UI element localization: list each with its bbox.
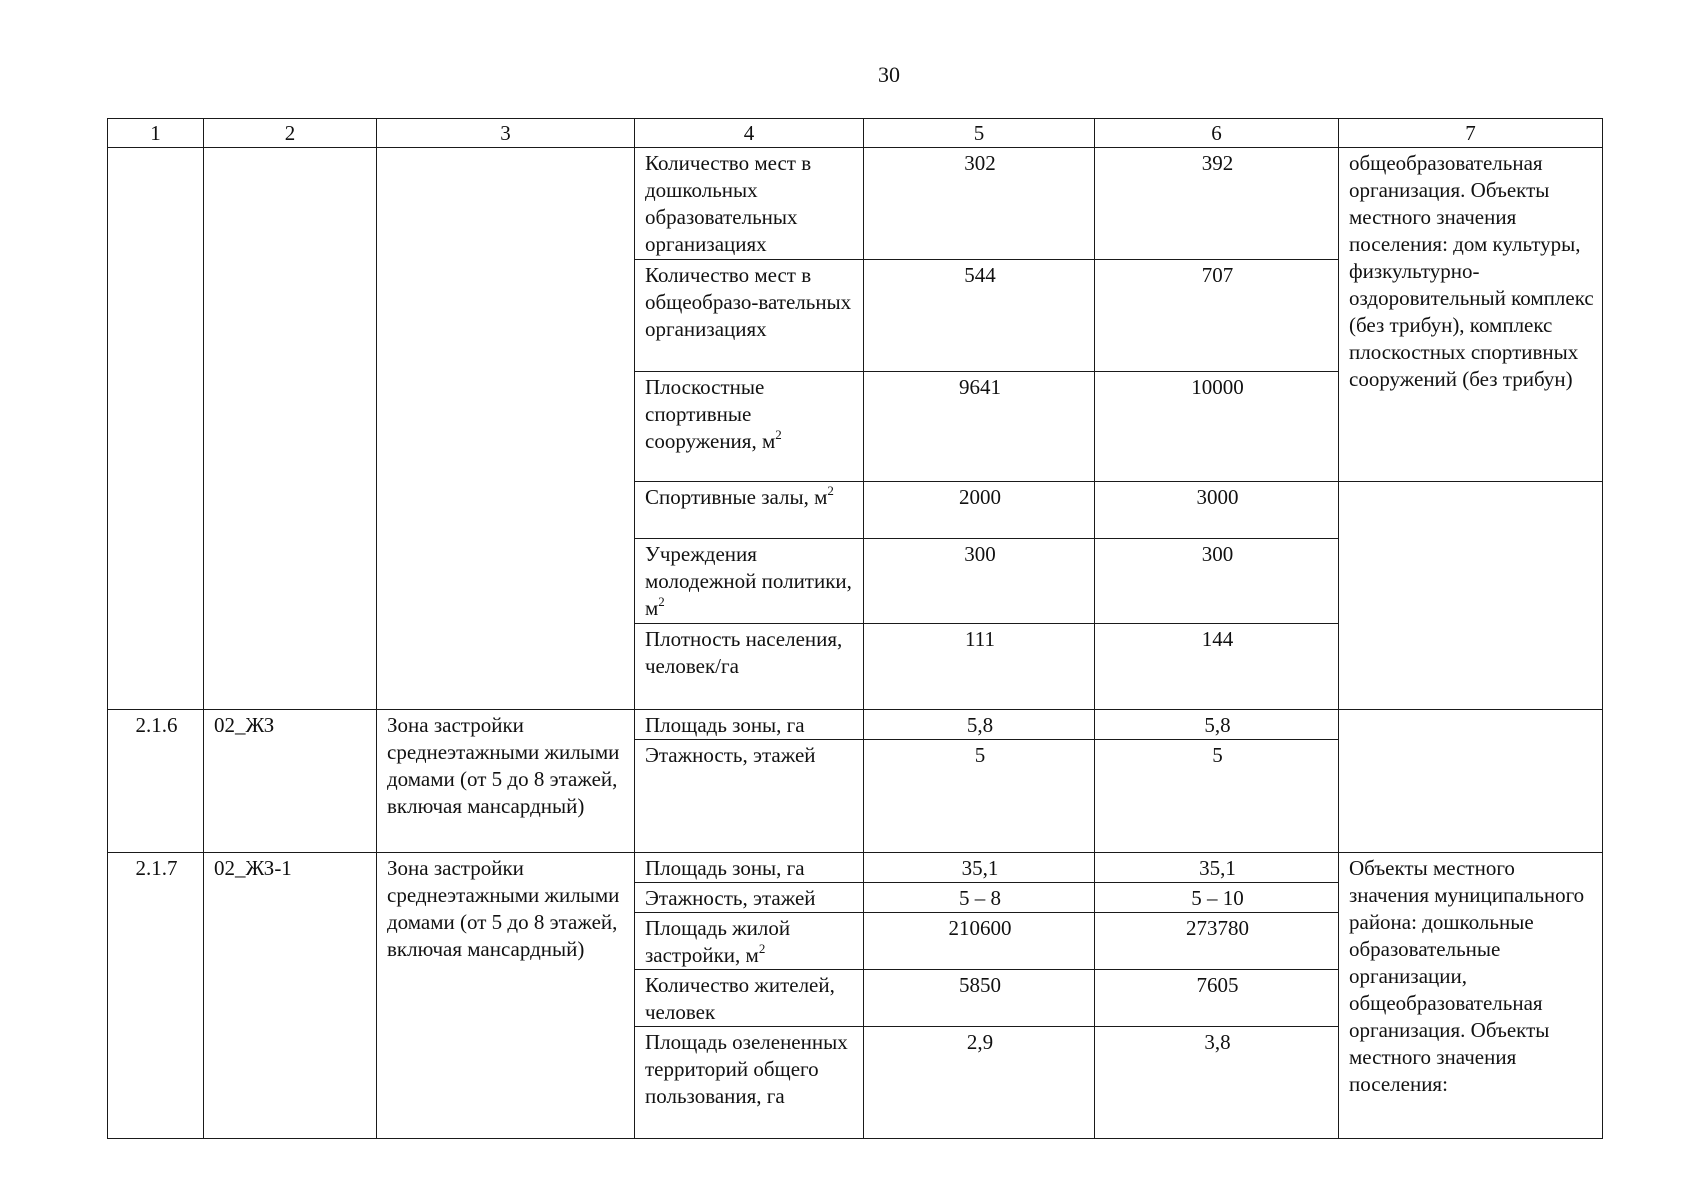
superscript: 2 xyxy=(775,427,782,442)
parameter-cell xyxy=(635,482,864,539)
parameter-cell: Количество мест в общеобразо-вательных организациях xyxy=(635,260,864,372)
parameter-text: Учреждения молодежной политики, м xyxy=(645,542,852,620)
value-cell-5: 302 xyxy=(864,148,1095,260)
value-cell-6: 3000 xyxy=(1095,482,1339,539)
row-number-cell: 2.1.6 xyxy=(108,710,204,853)
parameter-cell: Количество мест в дошкольных образовательных организациях xyxy=(635,148,864,260)
parameter-text: Плоскостные спортивные сооружения, м xyxy=(645,375,776,453)
page-number: 30 xyxy=(878,62,900,87)
value-cell-5: 210600 xyxy=(864,913,1095,970)
empty-note-cell xyxy=(1339,710,1603,853)
value-cell-6: 5 xyxy=(1095,740,1339,853)
value-cell-5: 5,8 xyxy=(864,710,1095,740)
zone-code-cell: 02_ЖЗ xyxy=(204,710,377,853)
parameter-text: Спортивные залы, м xyxy=(645,485,828,509)
parameter-cell xyxy=(635,372,864,482)
parameter-cell xyxy=(635,539,864,624)
note-cell: Объекты местного значения муниципального района: дошкольные образовательные организации, общеобразовательная организация. Объекты местного значения поселения: xyxy=(1339,853,1603,1139)
zone-code-cell: 02_ЖЗ-1 xyxy=(204,853,377,1139)
zone-name-cell: Зона застройки среднеэтажными жилыми домами (от 5 до 8 этажей, включая мансардный) xyxy=(377,853,635,1139)
parameter-cell: Площадь озелененных территорий общего пользования, га xyxy=(635,1027,864,1139)
empty-zone-cell xyxy=(377,148,635,710)
empty-code-cell xyxy=(204,148,377,710)
value-cell-5: 5 – 8 xyxy=(864,883,1095,913)
parameter-cell: Плотность населения, человек/га xyxy=(635,624,864,710)
value-cell-5: 9641 xyxy=(864,372,1095,482)
superscript: 2 xyxy=(758,941,766,956)
table-row xyxy=(108,148,1603,260)
value-cell-6: 5 – 10 xyxy=(1095,883,1339,913)
header-row xyxy=(108,119,1603,148)
value-cell-6: 707 xyxy=(1095,260,1339,372)
value-cell-6: 273780 xyxy=(1095,913,1339,970)
parameter-cell: Количество жителей, человек xyxy=(635,970,864,1027)
empty-num-cell xyxy=(108,148,204,710)
value-cell-5: 544 xyxy=(864,260,1095,372)
value-cell-5: 300 xyxy=(864,539,1095,624)
note-cell: общеобразовательная организация. Объекты местного значения поселения: дом культуры, физкультурно-оздоровительный комплекс (без трибун), комплекс плоскостных спортивных сооружений (без трибун) xyxy=(1339,148,1603,482)
value-cell-6: 5,8 xyxy=(1095,710,1339,740)
parameter-text: Площадь жилой застройки, м xyxy=(645,916,791,967)
parameter-cell: Этажность, этажей xyxy=(635,883,864,913)
superscript: 2 xyxy=(658,594,665,609)
zone-parameters-table xyxy=(107,118,1603,1139)
value-cell-6: 10000 xyxy=(1095,372,1339,482)
value-cell-5: 2000 xyxy=(864,482,1095,539)
parameter-cell: Этажность, этажей xyxy=(635,740,864,853)
parameter-cell: Площадь зоны, га xyxy=(635,853,864,883)
value-cell-5: 5850 xyxy=(864,970,1095,1027)
value-cell-6: 300 xyxy=(1095,539,1339,624)
value-cell-6: 392 xyxy=(1095,148,1339,260)
table-row xyxy=(108,853,1603,883)
value-cell-5: 5 xyxy=(864,740,1095,853)
value-cell-5: 2,9 xyxy=(864,1027,1095,1139)
column-header-7: 7 xyxy=(1339,119,1603,148)
zone-name-cell: Зона застройки среднеэтажными жилыми домами (от 5 до 8 этажей, включая мансардный) xyxy=(377,710,635,853)
table-row xyxy=(108,710,1603,740)
column-header-5: 5 xyxy=(864,119,1095,148)
column-header-2: 2 xyxy=(204,119,377,148)
value-cell-6: 35,1 xyxy=(1095,853,1339,883)
value-cell-6: 7605 xyxy=(1095,970,1339,1027)
value-cell-5: 111 xyxy=(864,624,1095,710)
value-cell-6: 3,8 xyxy=(1095,1027,1339,1139)
column-header-4: 4 xyxy=(635,119,864,148)
column-header-3: 3 xyxy=(377,119,635,148)
parameter-cell: Площадь зоны, га xyxy=(635,710,864,740)
column-header-6: 6 xyxy=(1095,119,1339,148)
empty-note-cell xyxy=(1339,482,1603,710)
row-number-cell: 2.1.7 xyxy=(108,853,204,1139)
value-cell-6: 144 xyxy=(1095,624,1339,710)
superscript: 2 xyxy=(827,483,834,498)
value-cell-5: 35,1 xyxy=(864,853,1095,883)
column-header-1: 1 xyxy=(108,119,204,148)
parameter-cell xyxy=(635,913,864,970)
